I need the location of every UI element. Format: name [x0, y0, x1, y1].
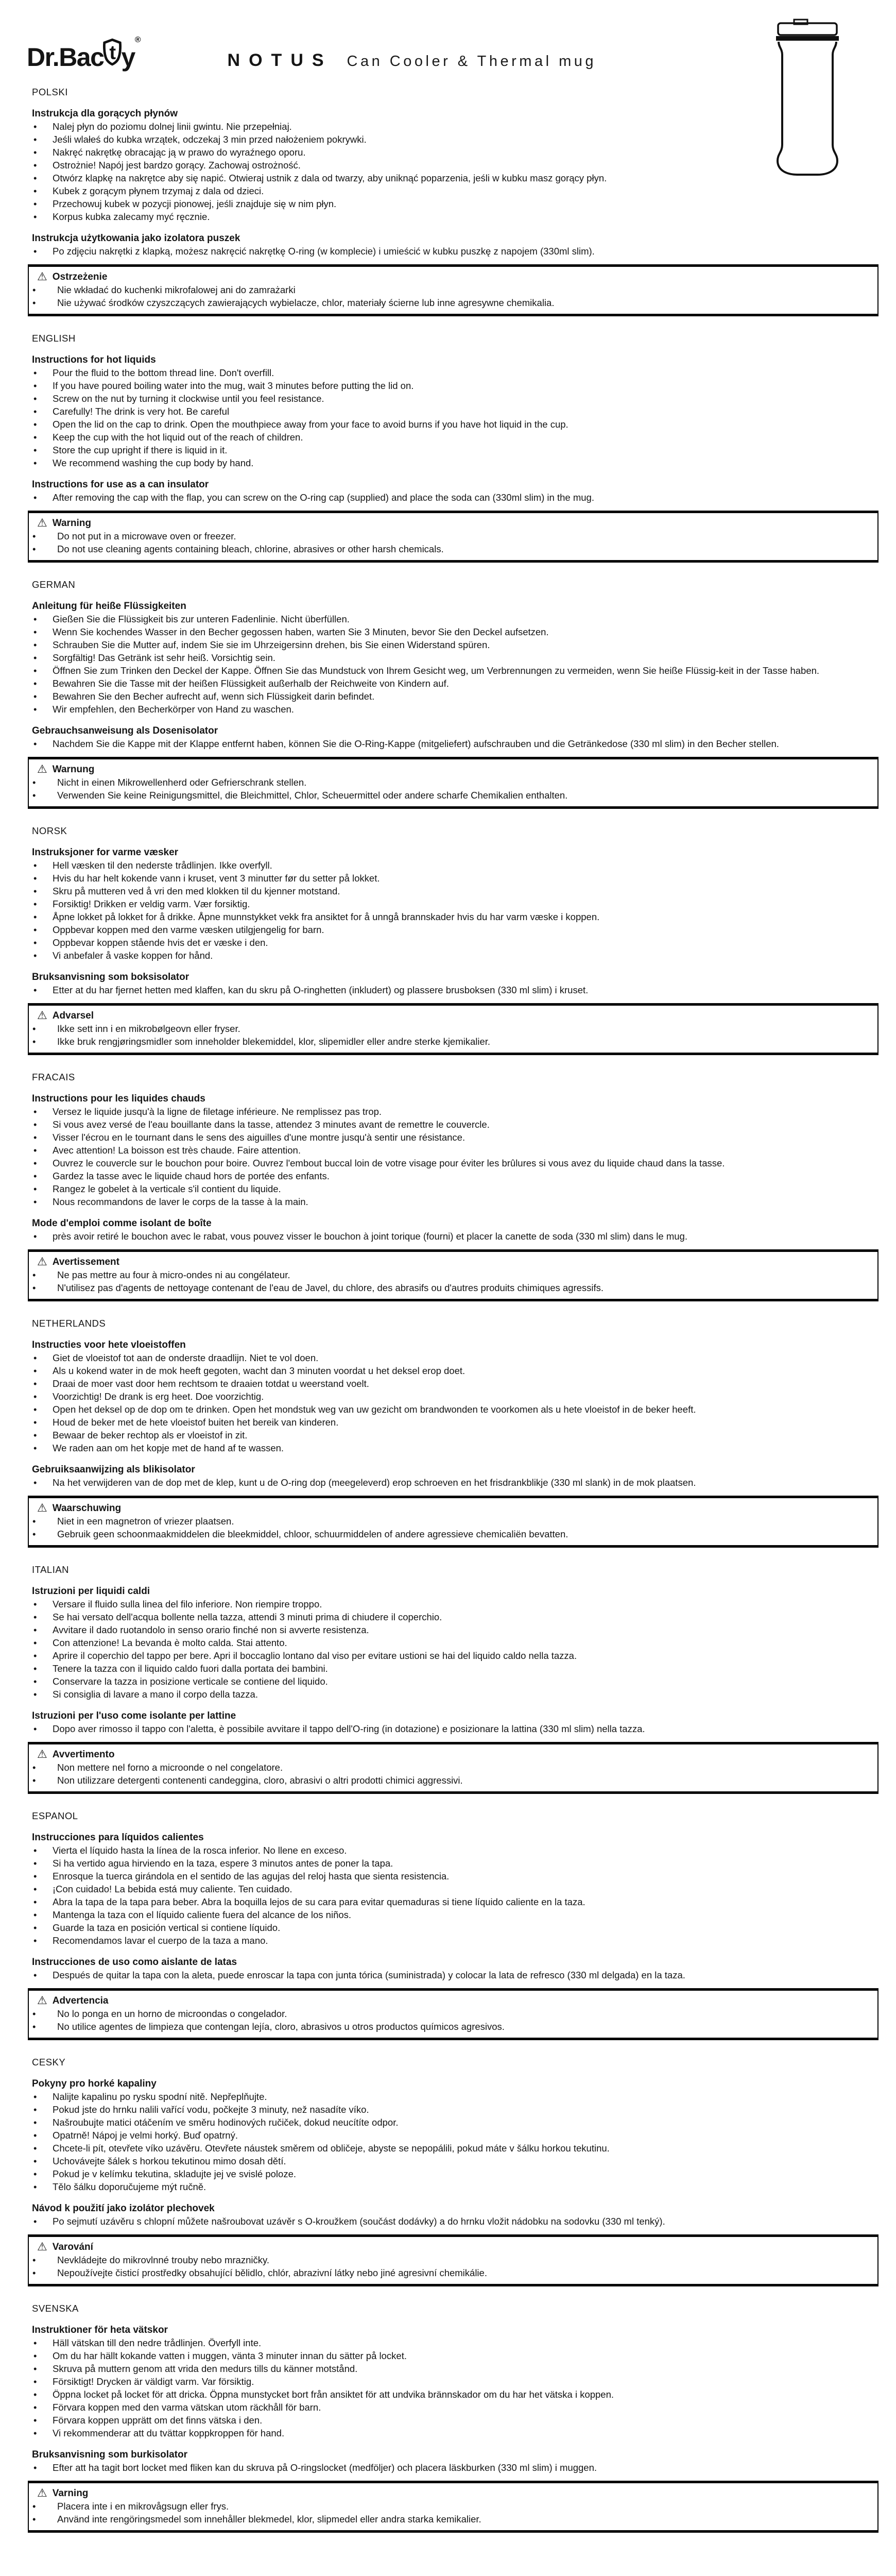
- hot-liquids-list: [28, 1105, 878, 1208]
- list-item: • Hvis du har helt kokende vann i kruset, vent 3 minutter før du setter på lokket.: [28, 872, 878, 885]
- can-insulator-list: [28, 2215, 878, 2228]
- list-item: • Avec attention! La boisson est très chaude. Faire attention.: [28, 1144, 878, 1157]
- warning-box: [28, 1496, 878, 1548]
- list-item: • Si ha vertido agua hirviendo en la taza, espere 3 minutos antes de poner la tapa.: [28, 1857, 878, 1870]
- list-item: • Skruva på muttern genom att vrida den medurs tills du känner motstånd.: [28, 2362, 878, 2375]
- list-item: • Ouvrez le couvercle sur le bouchon pour boire. Ouvrez l'embout buccal loin de votre visage pour éviter les brûlures si vous avez du liquide chaud dans la tasse.: [28, 1157, 878, 1170]
- list-item: • Nie używać środków czyszczących zawierających wybielacze, chlor, materiały ścierne lub inne agresywne chemikalia.: [31, 296, 873, 309]
- warning-triangle-icon: ⚠: [37, 1009, 47, 1022]
- list-item: • Nepoužívejte čisticí prostředky obsahující bělidlo, chlór, abrazivní látky nebo jiné agresivní chemikálie.: [31, 2266, 873, 2279]
- list-item: • Po zdjęciu nakrętki z klapką, możesz nakręcić nakrętkę O-ring (w komplecie) i umieścić w kubku puszkę z napojem (330ml slim).: [28, 245, 878, 258]
- list-item: • Pokud jste do hrnku nalili vařící vodu, počkejte 3 minuty, než nasadíte víko.: [28, 2103, 878, 2116]
- language-label: NETHERLANDS: [32, 1318, 106, 1329]
- warning-list: [31, 1022, 873, 1048]
- list-item: • Opatrně! Nápoj je velmi horký. Buď opatrný.: [28, 2129, 878, 2142]
- can-insulator-heading: Gebrauchsanweisung als Dosenisolator: [32, 725, 218, 736]
- list-item: • Gießen Sie die Flüssigkeit bis zur unteren Fadenlinie. Nicht überfüllen.: [28, 613, 878, 625]
- list-item: • Använd inte rengöringsmedel som innehåller blekmedel, klor, slipmedel eller andra starka kemikalier.: [31, 2513, 873, 2526]
- can-insulator-heading: Istruzioni per l'uso come isolante per lattine: [32, 1710, 236, 1721]
- section-cesky: [28, 2056, 878, 2286]
- hot-liquids-heading: Instructions pour les liquides chauds: [32, 1093, 205, 1104]
- list-item: • Skru på mutteren ved å vri den med klokken til du kjenner motstand.: [28, 885, 878, 897]
- list-item: • Si consiglia di lavare a mano il corpo della tazza.: [28, 1688, 878, 1701]
- warning-list: [31, 530, 873, 555]
- list-item: • Tenere la tazza con il liquido caldo fuori dalla portata dei bambini.: [28, 1662, 878, 1675]
- warning-title: Waarschuwing: [52, 1503, 122, 1514]
- section-francais: [28, 1071, 878, 1301]
- warning-list: [31, 2253, 873, 2279]
- hot-liquids-list: [28, 613, 878, 716]
- list-item: • N'utilisez pas d'agents de nettoyage contenant de l'eau de Javel, du chlore, des abrasifs ou d'autres produits chimiques agressifs.: [31, 1281, 873, 1294]
- hot-liquids-heading: Istruzioni per liquidi caldi: [32, 1586, 150, 1597]
- warning-list: [31, 1268, 873, 1294]
- list-item: • Gebruik geen schoonmaakmiddelen die bleekmiddel, chloor, schuurmiddelen of andere agressieve chemicaliën bevatten.: [31, 1528, 873, 1540]
- language-label: POLSKI: [32, 87, 68, 97]
- list-item: • Ikke bruk rengjøringsmidler som inneholder blekemiddel, klor, slipemidler eller andre sterke kjemikalier.: [31, 1035, 873, 1048]
- list-item: • Visser l'écrou en le tournant dans le sens des aiguilles d'une montre jusqu'à sentir une résistance.: [28, 1131, 878, 1144]
- warning-triangle-icon: ⚠: [37, 2486, 47, 2500]
- list-item: • Vi rekommenderar att du tvättar koppkroppen för hand.: [28, 2427, 878, 2439]
- warning-triangle-icon: ⚠: [37, 762, 47, 776]
- list-item: • Se hai versato dell'acqua bollente nella tazza, attendi 3 minuti prima di chiudere il coperchio.: [28, 1611, 878, 1623]
- list-item: • Öppna locket på locket för att dricka. Öppna munstycket bort från ansiktet för att undvika brännskador om du har het vätska i koppen.: [28, 2388, 878, 2401]
- list-item: • Keep the cup with the hot liquid out of the reach of children.: [28, 431, 878, 444]
- list-item: • Našroubujte matici otáčením ve směru hodinových ručiček, dokud neucítíte odpor.: [28, 2116, 878, 2129]
- warning-box: [28, 2481, 878, 2533]
- warning-list: [31, 1515, 873, 1540]
- list-item: • près avoir retiré le bouchon avec le rabat, vous pouvez visser le bouchon à joint torique (fourni) et placer la canette de soda (330 ml slim) dans le mug.: [28, 1230, 878, 1243]
- warning-title: Varning: [52, 2488, 89, 2499]
- can-insulator-list: [28, 984, 878, 996]
- section-italian: [28, 1563, 878, 1794]
- warning-header: [31, 517, 873, 530]
- warning-header: [31, 1256, 873, 1268]
- hot-liquids-heading: Instructies voor hete vloeistoffen: [32, 1340, 186, 1350]
- list-item: • Otwórz klapkę na nakrętce aby się napić. Otwieraj ustnik z dala od twarzy, aby uniknąć poparzenia, jeśli w kubku masz gorący płyn.: [28, 172, 878, 184]
- list-item: • Wenn Sie kochendes Wasser in den Becher gegossen haben, warten Sie 3 Minuten, bevor Sie den Deckel aufsetzen.: [28, 625, 878, 638]
- warning-title: Warnung: [52, 764, 95, 775]
- list-item: • No utilice agentes de limpieza que contengan lejía, cloro, abrasivos u otros productos químicos agresivos.: [31, 2020, 873, 2033]
- warning-list: [31, 2500, 873, 2526]
- list-item: • Voorzichtig! De drank is erg heet. Doe voorzichtig.: [28, 1390, 878, 1403]
- hot-liquids-list: [28, 366, 878, 469]
- list-item: • No lo ponga en un horno de microondas o congelador.: [31, 2007, 873, 2020]
- hot-liquids-heading: Instrucciones para líquidos calientes: [32, 1832, 204, 1843]
- mug-lid-band: [776, 36, 839, 41]
- hot-liquids-list: [28, 1598, 878, 1701]
- list-item: • Open het deksel op de dop om te drinken. Open het mondstuk weg van uw gezicht om brandwonden te voorkomen als u hete vloeistof in de beker heeft.: [28, 1403, 878, 1416]
- list-item: • Nicht in einen Mikrowellenherd oder Gefrierschrank stellen.: [31, 776, 873, 789]
- list-item: • Oppbevar koppen stående hvis det er væske i den.: [28, 936, 878, 949]
- list-item: • Als u kokend water in de mok heeft gegoten, wacht dan 3 minuten voordat u het deksel erop doet.: [28, 1364, 878, 1377]
- list-item: • Kubek z gorącym płynem trzymaj z dala od dzieci.: [28, 184, 878, 197]
- hot-liquids-heading: Anleitung für heiße Flüssigkeiten: [32, 601, 186, 612]
- list-item: • Bewahren Sie die Tasse mit der heißen Flüssigkeit außerhalb der Reichweite von Kindern auf.: [28, 677, 878, 690]
- can-insulator-heading: Bruksanvisning som burkisolator: [32, 2449, 187, 2460]
- list-item: • Aprire il coperchio del tappo per bere. Apri il boccaglio lontano dal viso per evitare ustioni se hai del liquido caldo nella tazza.: [28, 1649, 878, 1662]
- list-item: • Nalijte kapalinu po rysku spodní nitě. Nepřeplňujte.: [28, 2090, 878, 2103]
- can-insulator-heading: Gebruiksaanwijzing als blikisolator: [32, 1464, 195, 1475]
- list-item: • Nachdem Sie die Kappe mit der Klappe entfernt haben, können Sie die O-Ring-Kappe (mitgeliefert) aufschrauben und die Getränkedose (330 ml slim) in den Becher stellen.: [28, 737, 878, 750]
- language-label: GERMAN: [32, 579, 76, 590]
- warning-list: [31, 2007, 873, 2033]
- can-insulator-list: [28, 737, 878, 750]
- warning-triangle-icon: ⚠: [37, 1255, 47, 1268]
- list-item: • Jeśli wlałeś do kubka wrzątek, odczekaj 3 min przed nałożeniem pokrywki.: [28, 133, 878, 146]
- language-label: SVENSKA: [32, 2303, 79, 2314]
- list-item: • Nalej płyn do poziomu dolnej linii gwintu. Nie przepełniaj.: [28, 120, 878, 133]
- list-item: • Etter at du har fjernet hetten med klaffen, kan du skru på O-ringhetten (inkludert) og plassere brusboksen (330 ml slim) i kruset.: [28, 984, 878, 996]
- list-item: • Nous recommandons de laver le corps de la tasse à la main.: [28, 1195, 878, 1208]
- list-item: • If you have poured boiling water into the mug, wait 3 minutes before putting the lid on.: [28, 379, 878, 392]
- can-insulator-heading: Bruksanvisning som boksisolator: [32, 972, 189, 982]
- warning-box: [28, 2234, 878, 2286]
- list-item: • Non mettere nel forno a microonde o nel congelatore.: [31, 1761, 873, 1774]
- hot-liquids-list: [28, 2336, 878, 2439]
- list-item: • We recommend washing the cup body by hand.: [28, 456, 878, 469]
- list-item: • Öffnen Sie zum Trinken den Deckel der Kappe. Öffnen Sie das Mundstuck von Ihrem Gesicht weg, um Verbrennungen zu vermeiden, wenn Sie heiße Flüssig-keit in der Tasse haben.: [28, 664, 878, 677]
- list-item: • Efter att ha tagit bort locket med fliken kan du skruva på O-ringslocket (medföljer) och placera läskburken (330 ml slim) i muggen.: [28, 2461, 878, 2474]
- warning-box: [28, 1988, 878, 2040]
- list-item: • Schrauben Sie die Mutter auf, indem Sie sie im Uhrzeigersinn drehen, bis Sie einen Widerstand spüren.: [28, 638, 878, 651]
- list-item: • Draai de moer vast door hem rechtsom te draaien totdat u weerstand voelt.: [28, 1377, 878, 1390]
- list-item: • Po sejmutí uzávěru s chlopní můžete našroubovat uzávěr s O-kroužkem (součást dodávky) a do hrnku vložit nádobku na sodovku (330 ml tenký).: [28, 2215, 878, 2228]
- list-item: • Screw on the nut by turning it clockwise until you feel resistance.: [28, 392, 878, 405]
- warning-triangle-icon: ⚠: [37, 2240, 47, 2253]
- warning-triangle-icon: ⚠: [37, 270, 47, 283]
- can-insulator-list: [28, 1476, 878, 1489]
- list-item: • Nevkládejte do mikrovlnné trouby nebo mrazničky.: [31, 2253, 873, 2266]
- list-item: • Si vous avez versé de l'eau bouillante dans la tasse, attendez 3 minutes avant de remettre le couvercle.: [28, 1118, 878, 1131]
- can-insulator-list: [28, 1969, 878, 1981]
- list-item: • Förvara koppen upprätt om det finns vätska i den.: [28, 2414, 878, 2427]
- list-item: • Do not put in a microwave oven or freezer.: [31, 530, 873, 543]
- list-item: • We raden aan om het kopje met de hand af te wassen.: [28, 1442, 878, 1454]
- list-item: • Vierta el líquido hasta la línea de la rosca inferior. No llene en exceso.: [28, 1844, 878, 1857]
- list-item: • Sorgfältig! Das Getränk ist sehr heiß. Vorsichtig sein.: [28, 651, 878, 664]
- section-polski: [28, 86, 878, 316]
- warning-title: Warning: [52, 518, 92, 529]
- list-item: • Wir empfehlen, den Becherkörper von Hand zu waschen.: [28, 703, 878, 716]
- warning-title: Ostrzeżenie: [52, 272, 108, 282]
- list-item: • Nakręć nakrętkę obracając ją w prawo do wyraźnego oporu.: [28, 146, 878, 159]
- warning-title: Advertencia: [52, 1995, 109, 2006]
- warning-title: Varování: [52, 2242, 93, 2252]
- list-item: • Na het verwijderen van de dop met de klep, kunt u de O-ring dop (meegeleverd) erop schroeven en het frisdrankblikje (330 ml slank) in de mok plaatsen.: [28, 1476, 878, 1489]
- brand-text-right: y: [121, 43, 135, 72]
- list-item: • Houd de beker met de hete vloeistof buiten het bereik van kinderen.: [28, 1416, 878, 1429]
- hot-liquids-list: [28, 1844, 878, 1947]
- list-item: • Versez le liquide jusqu'à la ligne de filetage inférieure. Ne remplissez pas trop.: [28, 1105, 878, 1118]
- warning-header: [31, 1502, 873, 1515]
- hot-liquids-heading: Instructions for hot liquids: [32, 354, 156, 365]
- can-insulator-heading: Mode d'emploi comme isolant de boîte: [32, 1218, 212, 1229]
- language-label: CESKY: [32, 2057, 66, 2067]
- warning-header: [31, 270, 873, 283]
- list-item: • Chcete-li pít, otevřete víko uzávěru. Otevřete náustek směrem od obličeje, abyste se nepopálili, pokud máte v šálku horkou tekutinu.: [28, 2142, 878, 2155]
- can-insulator-list: [28, 491, 878, 504]
- product-subtitle: Can Cooler & Thermal mug: [347, 53, 596, 70]
- warning-triangle-icon: ⚠: [37, 1994, 47, 2007]
- list-item: • Åpne lokket på lokket for å drikke. Åpne munnstykket vekk fra ansiktet for å unngå brannskader hvis du har varm væske i koppen.: [28, 910, 878, 923]
- warning-list: [31, 1761, 873, 1787]
- brand-shield-icon: [101, 38, 123, 66]
- warning-box: [28, 757, 878, 809]
- list-item: • Nie wkładać do kuchenki mikrofalowej ani do zamrażarki: [31, 283, 873, 296]
- warning-title: Avvertimento: [52, 1749, 115, 1760]
- warning-triangle-icon: ⚠: [37, 1501, 47, 1515]
- list-item: • Ostrożnie! Napój jest bardzo gorący. Zachowaj ostrożność.: [28, 159, 878, 172]
- list-item: • Open the lid on the cap to drink. Open the mouthpiece away from your face to avoid burns if you have hot liquid in the cup.: [28, 418, 878, 431]
- warning-list: [31, 283, 873, 309]
- section-german: [28, 578, 878, 809]
- section-english: [28, 332, 878, 563]
- can-insulator-heading: Návod k použití jako izolátor plechovek: [32, 2203, 215, 2214]
- list-item: • Abra la tapa de la tapa para beber. Abra la boquilla lejos de su cara para evitar quemaduras si tiene líquido caliente en la taza.: [28, 1895, 878, 1908]
- hot-liquids-heading: Instruktioner för heta vätskor: [32, 2325, 168, 2335]
- list-item: • Bewaar de beker rechtop als er vloeistof in zit.: [28, 1429, 878, 1442]
- list-item: • Carefully! The drink is very hot. Be careful: [28, 405, 878, 418]
- language-label: ESPANOL: [32, 1810, 78, 1821]
- list-item: • Conservare la tazza in posizione verticale se contiene del liquido.: [28, 1675, 878, 1688]
- warning-header: [31, 1748, 873, 1761]
- header: [0, 0, 896, 70]
- list-item: • Ikke sett inn i en mikrobølgeovn eller fryser.: [31, 1022, 873, 1035]
- list-item: • Verwenden Sie keine Reinigungsmittel, die Bleichmittel, Chlor, Scheuermittel oder andere scharfe Chemikalien enthalten.: [31, 789, 873, 802]
- warning-header: [31, 1994, 873, 2007]
- list-item: • Enrosque la tuerca girándola en el sentido de las agujas del reloj hasta que sienta resistencia.: [28, 1870, 878, 1883]
- language-label: NORSK: [32, 825, 67, 836]
- section-netherlands: [28, 1317, 878, 1548]
- list-item: • Uchovávejte šálek s horkou tekutinou mimo dosah dětí.: [28, 2155, 878, 2167]
- warning-title: Avertissement: [52, 1257, 119, 1267]
- list-item: • Mantenga la taza con el líquido caliente fuera del alcance de los niños.: [28, 1908, 878, 1921]
- list-item: • Gardez la tasse avec le liquide chaud hors de portée des enfants.: [28, 1170, 878, 1182]
- list-item: • Con attenzione! La bevanda è molto calda. Stai attento.: [28, 1636, 878, 1649]
- warning-triangle-icon: ⚠: [37, 516, 47, 530]
- warning-header: [31, 1009, 873, 1022]
- list-item: • Store the cup upright if there is liquid in it.: [28, 444, 878, 456]
- title-block: [228, 52, 596, 69]
- can-insulator-heading: Instrukcja użytkowania jako izolatora puszek: [32, 233, 240, 244]
- can-insulator-list: [28, 1230, 878, 1243]
- list-item: • Bewahren Sie den Becher aufrecht auf, wenn sich Flüssigkeit darin befindet.: [28, 690, 878, 703]
- list-item: • Korpus kubka zalecamy myć ręcznie.: [28, 210, 878, 223]
- list-item: • Niet in een magnetron of vriezer plaatsen.: [31, 1515, 873, 1528]
- list-item: • Przechowuj kubek w pozycji pionowej, jeśli znajduje się w nim płyn.: [28, 197, 878, 210]
- list-item: • After removing the cap with the flap, you can screw on the O-ring cap (supplied) and place the soda can (330ml slim) in the mug.: [28, 491, 878, 504]
- registered-mark: ®: [134, 36, 141, 44]
- language-label: FRACAIS: [32, 1072, 75, 1082]
- list-item: • Versare il fluido sulla linea del filo inferiore. Non riempire troppo.: [28, 1598, 878, 1611]
- language-label: ENGLISH: [32, 333, 76, 344]
- list-item: • Försiktigt! Drycken är väldigt varm. Var försiktig.: [28, 2375, 878, 2388]
- list-item: • Pokud je v kelímku tekutina, skladujte jej ve svislé poloze.: [28, 2167, 878, 2180]
- manual-body: [0, 86, 896, 2533]
- warning-box: [28, 1003, 878, 1055]
- can-insulator-list: [28, 2461, 878, 2474]
- brand-shield-letter: t: [109, 41, 116, 64]
- warning-triangle-icon: ⚠: [37, 1748, 47, 1761]
- warning-header: [31, 2241, 873, 2253]
- list-item: • Hell væsken til den nederste trådlinjen. Ikke overfyll.: [28, 859, 878, 872]
- list-item: • Forsiktig! Drikken er veldig varm. Vær forsiktig.: [28, 897, 878, 910]
- can-insulator-heading: Instrucciones de uso como aislante de latas: [32, 1957, 237, 1968]
- product-name: NOTUS: [227, 50, 333, 70]
- hot-liquids-list: [28, 2090, 878, 2193]
- list-item: • Rangez le gobelet à la verticale s'il contient du liquide.: [28, 1182, 878, 1195]
- warning-box: [28, 1742, 878, 1794]
- section-espanol: [28, 1809, 878, 2040]
- brand-logo: [27, 38, 141, 70]
- section-svenska: [28, 2302, 878, 2533]
- language-label: ITALIAN: [32, 1564, 70, 1575]
- list-item: • Oppbevar koppen med den varme væsken utilgjengelig for barn.: [28, 923, 878, 936]
- section-norsk: [28, 824, 878, 1055]
- list-item: • Do not use cleaning agents containing bleach, chlorine, abrasives or other harsh chemicals.: [31, 543, 873, 555]
- list-item: • Non utilizzare detergenti contenenti candeggina, cloro, abrasivi o altri prodotti chimici aggressivi.: [31, 1774, 873, 1787]
- warning-list: [31, 776, 873, 802]
- list-item: • Después de quitar la tapa con la aleta, puede enroscar la tapa con junta tórica (suministrada) y colocar la lata de refresco (330 ml delgada) en la taza.: [28, 1969, 878, 1981]
- list-item: • Guarde la taza en posición vertical si contiene líquido.: [28, 1921, 878, 1934]
- hot-liquids-heading: Instruksjoner for varme væsker: [32, 847, 179, 858]
- list-item: • Ne pas mettre au four à micro-ondes ni au congélateur.: [31, 1268, 873, 1281]
- warning-box: [28, 1249, 878, 1301]
- list-item: • Vi anbefaler å vaske koppen for hånd.: [28, 949, 878, 962]
- list-item: • Tělo šálku doporučujeme mýt ručně.: [28, 2180, 878, 2193]
- list-item: • Häll vätskan till den nedre trådlinjen. Överfyll inte.: [28, 2336, 878, 2349]
- list-item: • Recomendamos lavar el cuerpo de la taza a mano.: [28, 1934, 878, 1947]
- brand-text-left: Dr.Bac: [27, 43, 104, 72]
- hot-liquids-heading: Pokyny pro horké kapaliny: [32, 2078, 157, 2089]
- warning-title: Advarsel: [52, 1010, 94, 1021]
- list-item: • Giet de vloeistof tot aan de onderste draadlijn. Niet te vol doen.: [28, 1351, 878, 1364]
- warning-header: [31, 2487, 873, 2500]
- can-insulator-list: [28, 245, 878, 258]
- list-item: • Placera inte i en mikrovågsugn eller frys.: [31, 2500, 873, 2513]
- hot-liquids-list: [28, 120, 878, 223]
- hot-liquids-heading: Instrukcja dla gorących płynów: [32, 108, 178, 119]
- list-item: • ¡Con cuidado! La bebida está muy caliente. Ten cuidado.: [28, 1883, 878, 1895]
- warning-header: [31, 763, 873, 776]
- list-item: • Avvitare il dado ruotandolo in senso orario finché non si avverte resistenza.: [28, 1623, 878, 1636]
- list-item: • Förvara koppen med den varma vätskan utom räckhåll för barn.: [28, 2401, 878, 2414]
- warning-box: [28, 511, 878, 563]
- hot-liquids-list: [28, 1351, 878, 1454]
- warning-box: [28, 264, 878, 316]
- list-item: • Pour the fluid to the bottom thread line. Don't overfill.: [28, 366, 878, 379]
- hot-liquids-list: [28, 859, 878, 962]
- list-item: • Om du har hällt kokande vatten i muggen, vänta 3 minuter innan du sätter på locket.: [28, 2349, 878, 2362]
- list-item: • Dopo aver rimosso il tappo con l'aletta, è possibile avvitare il tappo dell'O-ring (in dotazione) e posizionare la lattina (330 ml slim) nella tazza.: [28, 1722, 878, 1735]
- can-insulator-heading: Instructions for use as a can insulator: [32, 479, 209, 490]
- can-insulator-list: [28, 1722, 878, 1735]
